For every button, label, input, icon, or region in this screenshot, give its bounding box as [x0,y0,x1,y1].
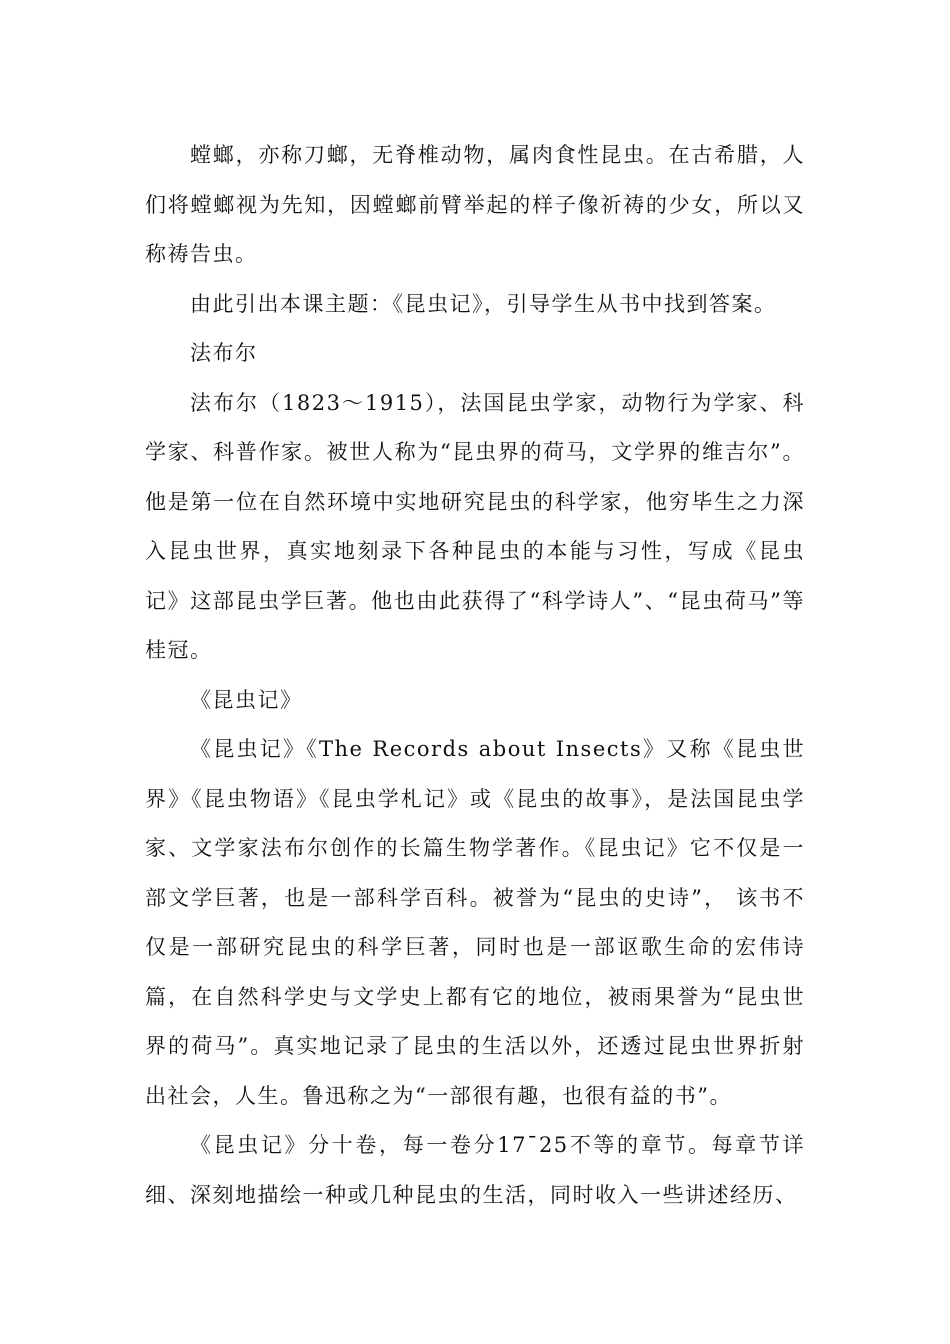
paragraph-mantis-intro: 螳螂，亦称刀螂，无脊椎动物，属肉食性昆虫。在古希腊，人们将螳螂视为先知，因螳螂前臂举起的样子像祈祷的少女，所以又称祷告虫。 [145,143,805,266]
paragraph-book-description: 《昆虫记》《The Records about Insects》又称《昆虫世界》《昆虫物语》《昆虫学札记》或《昆虫的故事》，是法国昆虫学家、文学家法布尔创作的长篇生物学著作。《昆虫记》它不仅是一部文学巨著，也是一部科学百科。被誉为“昆虫的史诗”， 该书不仅是一部研究昆虫的科学巨著，同时也是一部讴歌生命的宏伟诗篇，在自然科学史与文学史上都有它的地位，被雨果誉为“昆虫世界的荷马”。真实地记录了昆虫的生活以外，还透过昆虫世界折射出社会，人生。鲁迅称之为“一部很有趣，也很有益的书”。 [145,737,805,1108]
heading-book-title: 《昆虫记》 [190,687,303,712]
heading-fabre: 法布尔 [190,341,258,365]
paragraph-fabre-bio: 法布尔（1823～1915），法国昆虫学家，动物行为学家、科学家、科普作家。被世人称为“昆虫界的荷马，文学界的维吉尔”。他是第一位在自然环境中实地研究昆虫的科学家，他穷毕生之力深入昆虫世界，真实地刻录下各种昆虫的本能与习性，写成《昆虫记》这部昆虫学巨著。他也由此获得了“科学诗人”、“昆虫荷马”等桂冠。 [145,390,805,662]
document-body [145,131,805,1220]
paragraph-book-structure: 《昆虫记》分十卷，每一卷分17¯25不等的章节。每章节详细、深刻地描绘一种或几种昆虫的生活，同时收入一些讲述经历、 [145,1133,805,1207]
paragraph-lesson-topic: 由此引出本课主题：《昆虫记》，引导学生从书中找到答案。 [190,291,777,316]
